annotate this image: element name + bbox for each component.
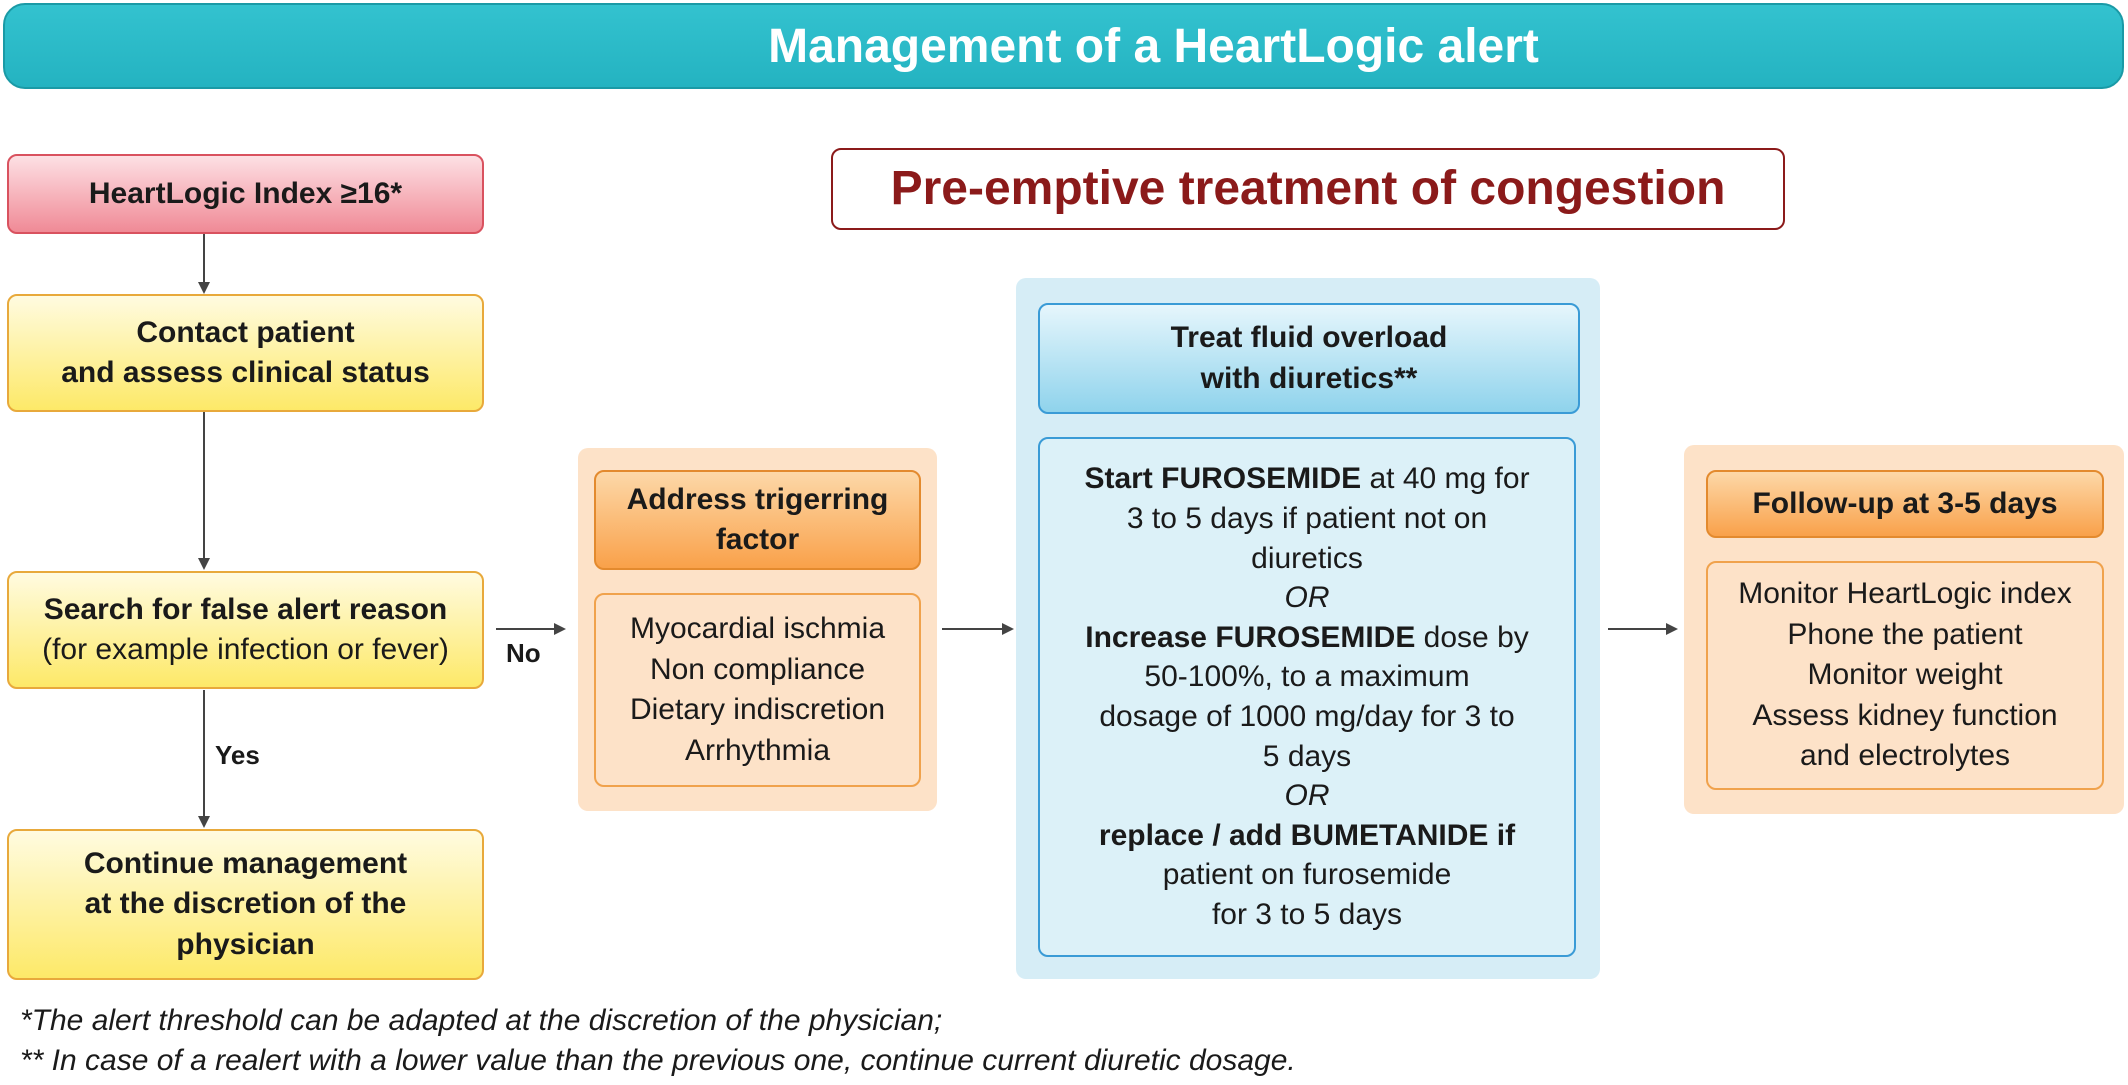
- followup-item: Assess kidney function: [1752, 698, 2058, 732]
- false-alert-box: [7, 571, 484, 689]
- contact-line-2: and assess clinical status: [61, 356, 430, 389]
- start-prefix: Start: [1084, 462, 1162, 496]
- pre-emptive-title: Pre-emptive treatment of congestion: [831, 148, 1785, 230]
- start-line-3: diuretics: [1251, 541, 1363, 575]
- diuretics-instructions: [1038, 437, 1576, 957]
- trigger-factor-header: [594, 470, 921, 570]
- trigger-item: Myocardial ischmia: [629, 612, 886, 645]
- footnote-1: *The alert threshold can be adapted at the discretion of the physician;: [20, 1004, 943, 1037]
- replace-line-1: replace / add BUMETANIDE if: [1098, 818, 1516, 852]
- heartlogic-index-box: HeartLogic Index ≥16*: [7, 154, 484, 234]
- increase-drug: FUROSEMIDE: [1215, 620, 1416, 654]
- edge-label-yes: Yes: [215, 740, 260, 770]
- followup-header: Follow-up at 3-5 days: [1706, 470, 2104, 538]
- start-line-1: [1084, 459, 1529, 499]
- trigger-item: Dietary indiscretion: [629, 693, 886, 726]
- replace-line-3: for 3 to 5 days: [1211, 897, 1403, 931]
- increase-suffix: dose by: [1415, 620, 1529, 654]
- continue-line-1: Continue management: [83, 846, 408, 880]
- followup-list: [1706, 561, 2104, 790]
- increase-line-1: [1085, 618, 1529, 658]
- trigger-item: Arrhythmia: [684, 733, 831, 767]
- continue-line-2: at the discretion of the: [84, 887, 407, 921]
- trigger-item: Non compliance: [649, 652, 866, 686]
- search-line-1: Search for false alert reason: [43, 592, 448, 626]
- contact-line-1: Contact patient: [136, 315, 355, 349]
- contact-patient-box: [7, 294, 484, 412]
- followup-item: Monitor HeartLogic index: [1738, 577, 2072, 611]
- followup-item: Phone the patient: [1787, 617, 2023, 651]
- edge-label-no: No: [506, 638, 541, 668]
- diuretics-head-line-1: Treat fluid overload: [1170, 321, 1448, 354]
- increase-prefix: Increase: [1085, 620, 1216, 654]
- footnote-2: ** In case of a realert with a lower value than the previous one, continue current diuretic dosage.: [20, 1044, 1296, 1077]
- diagram-title: Management of a HeartLogic alert: [3, 3, 2124, 89]
- increase-line-4: 5 days: [1262, 739, 1352, 773]
- continue-line-3: physician: [176, 927, 315, 961]
- or-separator-2: OR: [1284, 779, 1330, 813]
- followup-item: Monitor weight: [1807, 658, 2003, 692]
- continue-management-box: [7, 829, 484, 980]
- increase-line-3: dosage of 1000 mg/day for 3 to: [1099, 700, 1515, 733]
- start-drug: FUROSEMIDE: [1161, 462, 1362, 496]
- increase-line-2: 50-100%, to a maximum: [1144, 660, 1470, 694]
- replace-line-2: patient on furosemide: [1162, 858, 1452, 892]
- trigger-head-line-2: factor: [715, 523, 800, 556]
- search-line-2: (for example infection or fever): [42, 633, 449, 666]
- followup-item: and electrolytes: [1799, 739, 2011, 773]
- start-suffix: at 40 mg for: [1361, 462, 1530, 496]
- diuretics-head-line-2: with diuretics**: [1200, 361, 1418, 395]
- trigger-head-line-1: Address trigerring: [626, 482, 889, 516]
- or-separator-1: OR: [1284, 581, 1330, 615]
- start-line-2: 3 to 5 days if patient not on: [1126, 502, 1488, 536]
- trigger-factor-list: [594, 593, 921, 787]
- diuretics-header: [1038, 303, 1580, 414]
